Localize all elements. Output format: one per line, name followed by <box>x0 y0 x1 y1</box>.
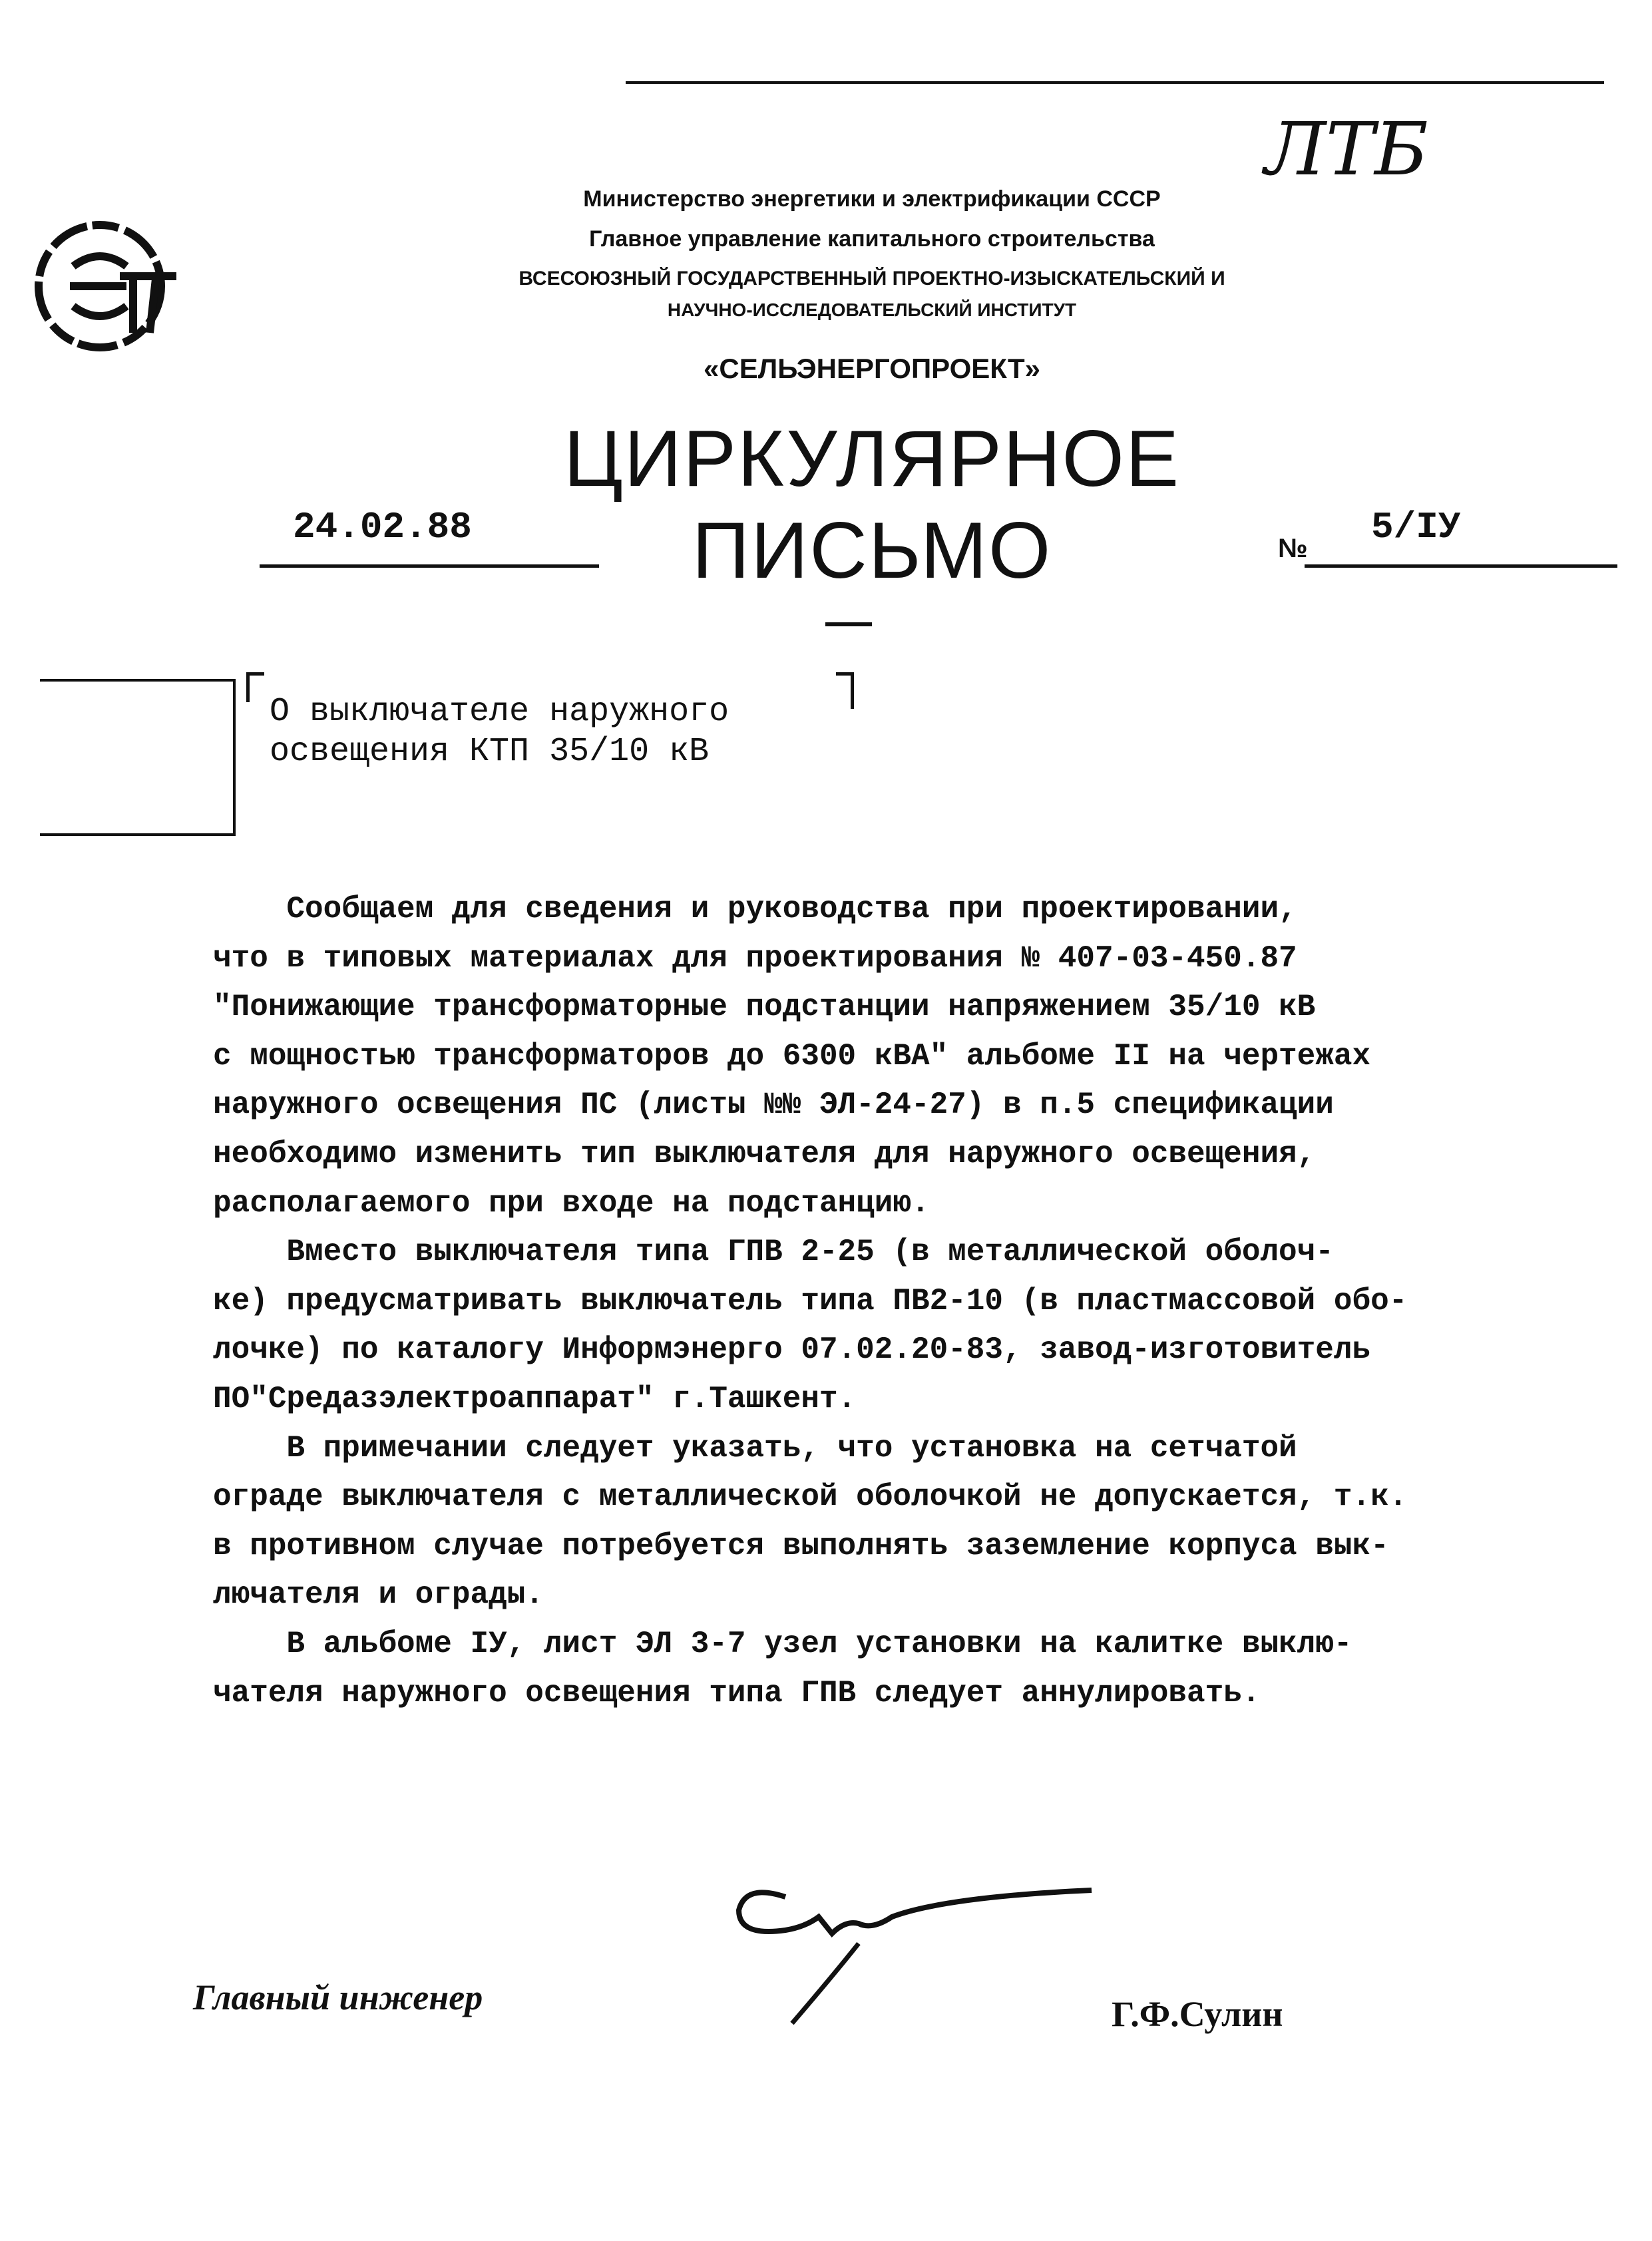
body-line: В примечании следует указать, что установка на сетчатой <box>213 1430 1297 1466</box>
body-line: В альбоме IУ, лист ЭЛ 3-7 узел установки на калитке выклю- <box>213 1626 1352 1661</box>
body-line: "Понижающие трансформаторные подстанции напряжением 35/10 кВ <box>213 990 1316 1025</box>
subject-line-1: О выключателе наружного <box>270 693 729 731</box>
body-line: ке) предусматривать выключатель типа ПВ2-10 (в пластмассовой обо- <box>213 1283 1408 1319</box>
subject-bracket-left <box>246 672 264 702</box>
institute-name: «СЕЛЬЭНЕРГОПРОЕКТ» <box>704 353 1040 384</box>
number-label: № <box>1278 534 1308 563</box>
body-line: чателя наружного освещения типа ГПВ следует аннулировать. <box>213 1675 1261 1711</box>
body-line: ограде выключателя с металлической оболочкой не допускается, т.к. <box>213 1480 1408 1515</box>
ep-logo-icon <box>33 200 186 373</box>
body-line: что в типовых материалах для проектирования № 407-03-450.87 <box>213 940 1297 976</box>
letter-number: 5/IУ <box>1371 506 1461 548</box>
institute-line-2: НАУЧНО-ИССЛЕДОВАТЕЛЬСКИЙ ИНСТИТУТ <box>667 300 1077 320</box>
handwritten-number: ЛТБ <box>1265 106 1428 192</box>
address-box <box>40 679 236 836</box>
body-line: лочке) по каталогу Информэнерго 07.02.20-83, завод-изготовитель <box>213 1332 1371 1368</box>
body-line: в противном случае потребуется выполнять заземление корпуса вык- <box>213 1528 1389 1563</box>
divider-mark <box>825 622 872 626</box>
signatory-position: Главный инженер <box>193 1977 483 2017</box>
subject-block <box>270 692 729 772</box>
body-line: ПО"Средазэлектроаппарат" г.Ташкент. <box>213 1381 857 1416</box>
body-line: располагаемого при входе на подстанцию. <box>213 1185 930 1221</box>
body-line: с мощностью трансформаторов до 6300 кВА" альбоме II на чертежах <box>213 1038 1371 1074</box>
body-line: наружного освещения ПС (листы №№ ЭЛ-24-27) в п.5 спецификации <box>213 1088 1334 1123</box>
top-rule <box>626 81 1604 84</box>
letter-date: 24.02.88 <box>293 506 472 548</box>
directorate-line: Главное управление капитального строительства <box>589 226 1155 252</box>
document-title: ЦИРКУЛЯРНОЕ ПИСЬМО <box>563 414 1181 595</box>
subject-line-2: освещения КТП 35/10 кВ <box>270 733 710 771</box>
body-line: необходимо изменить тип выключателя для наружного освещения, <box>213 1136 1316 1171</box>
subject-bracket-right <box>836 672 854 709</box>
date-underline <box>260 564 599 568</box>
number-underline <box>1305 564 1617 568</box>
body-line: Сообщаем для сведения и руководства при проектировании, <box>213 892 1297 926</box>
letter-body <box>213 885 1604 1718</box>
handwritten-signature <box>719 1870 1118 2043</box>
signatory-name: Г.Ф.Сулин <box>1112 1994 1283 2034</box>
body-line: лючателя и ограды. <box>213 1577 544 1613</box>
institute-line-1: ВСЕСОЮЗНЫЙ ГОСУДАРСТВЕННЫЙ ПРОЕКТНО-ИЗЫСКАТЕЛЬСКИЙ И <box>518 268 1225 290</box>
body-line: Вместо выключателя типа ГПВ 2-25 (в металлической оболоч- <box>213 1235 1334 1270</box>
ministry-line: Министерство энергетики и электрификации СССР <box>583 186 1161 212</box>
